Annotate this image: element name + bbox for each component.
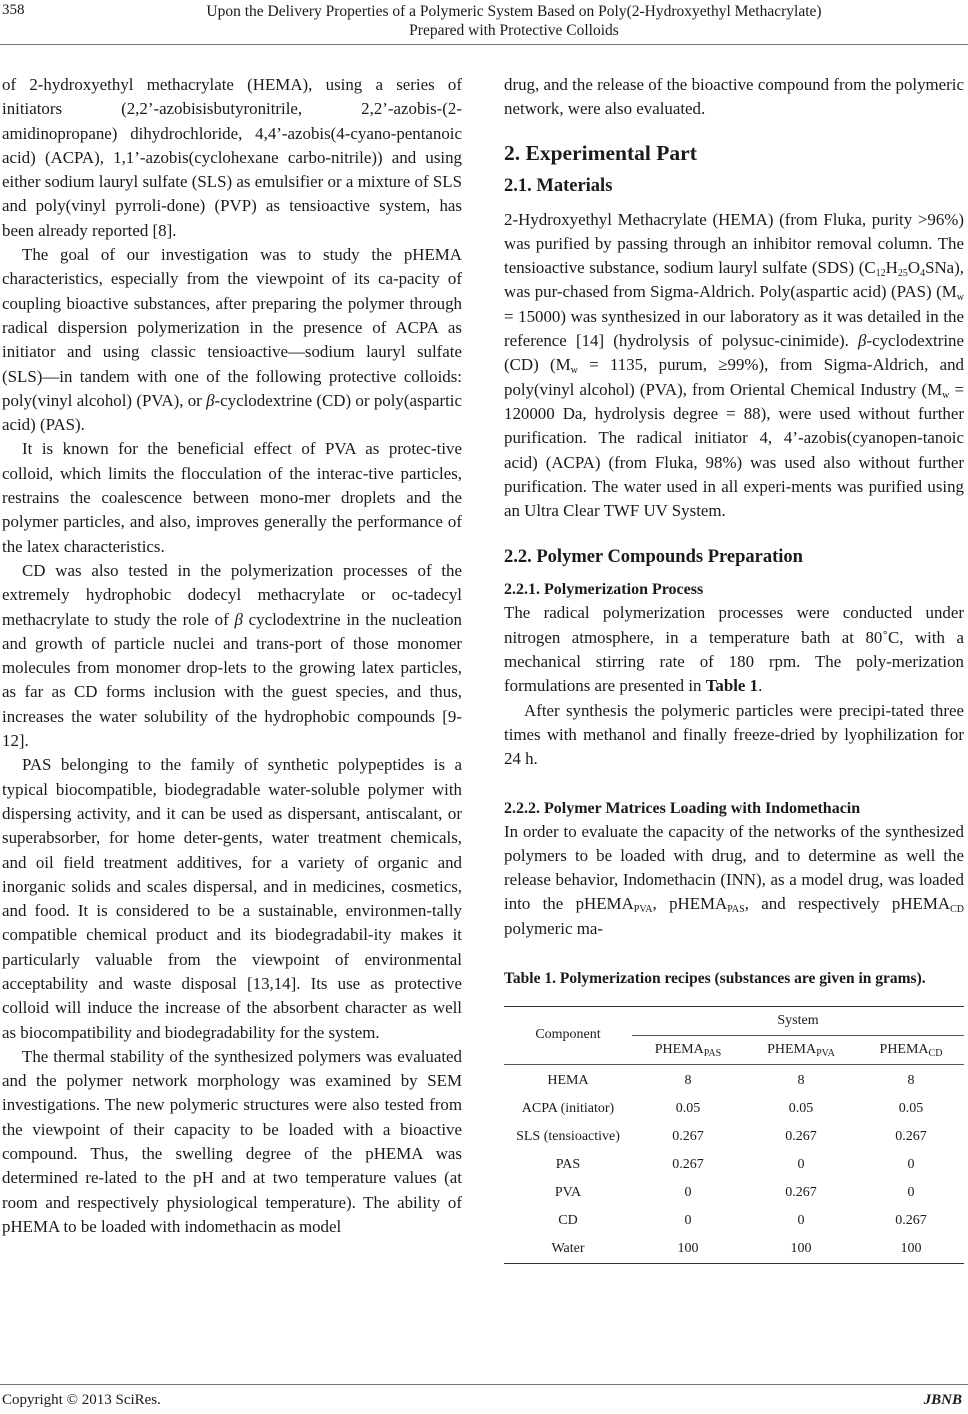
text-run: cyclodextrine in the nucleation and growth of particle nuclei and trans-port of those monomer molecules from monomer drop-lets to the growing latex particles, as far as CD forms inclusion with the guest species, and thus, increases the water solubility of the hydrophobic compounds [9-12]. [2, 609, 462, 751]
text-run: polymeric ma- [504, 918, 603, 938]
table-reference: Table 1 [705, 676, 759, 696]
text-run: PHEMA [879, 1041, 929, 1057]
header-divider [0, 44, 968, 45]
text-run: , pHEMA [652, 894, 728, 914]
subscript: PVA [816, 1047, 835, 1059]
subsubsection-title-loading: 2.2.2. Polymer Matrices Loading with Indomethacin [504, 799, 861, 817]
subsection-title-materials: 2.1. Materials [504, 175, 613, 196]
row-label: Water [504, 1235, 632, 1264]
row-label: SLS (tensioactive) [516, 1128, 620, 1144]
table-cell: 0 [907, 1156, 915, 1172]
table-cell: 0.05 [788, 1100, 814, 1116]
subscript: PAS [703, 1047, 722, 1059]
footer-copyright: Copyright © 2013 SciRes. [2, 1392, 161, 1408]
beta-symbol: β [858, 331, 867, 351]
column-header-system: System [632, 1007, 964, 1036]
text-run: H [885, 258, 898, 278]
table-cell: 8 [907, 1072, 915, 1088]
right-column [504, 73, 964, 1264]
paragraph: of 2-hydroxyethyl methacrylate (HEMA), using a series of initiators (2,2’-azobisisbutyronitrile, 2,2’-azobis-(2-amidinopropane) dihydrochloride, 4,4’-azobis(4-cyano-pentanoic acid) (ACPA), 1,1’-azobis(cyclohexane carbo-nitrile)) and using either sodium lauryl sulfate (SLS) as emulsifier or a mixture of SLS and poly(vinyl pyrroli-done) (PVP) as tensioactive system, has been already reported [8]. [2, 75, 462, 240]
table-cell: 0.267 [672, 1156, 704, 1172]
column-header-phema-cd [858, 1036, 964, 1065]
paragraph-thermal: The thermal stability of the synthesized polymers was evaluated and the polymer network morphology was examined by SEM investigations. The new polymeric structures were also tested from the viewpoint of their capacity to be loaded with a bioactive compound. Thus, the swelling degree of the pHEMA was determined re-lated to the pH and at two temperature values (at room and respectively physiological temperature). The ability of pHEMA to be loaded with indomethacin as model [2, 1046, 462, 1236]
text-run: -cyclodextrine (CD) (M [504, 331, 964, 375]
left-column [2, 73, 462, 1239]
subscript: w [570, 365, 578, 377]
text-run: = 15000) was synthesized in our laboratory as it was detailed in the reference [14] (hydrolysis of polysuc-cinimide). [504, 306, 964, 351]
table-cell: 0.05 [898, 1100, 924, 1116]
table-cell: 8 [797, 1072, 805, 1088]
subscript: w [956, 292, 964, 304]
subscript: 4 [920, 268, 926, 280]
subscript: CD [928, 1047, 943, 1059]
beta-symbol: β [206, 390, 215, 410]
table-row [504, 1123, 964, 1151]
subscript: PAS [727, 904, 745, 916]
paragraph-pas: PAS belonging to the family of synthetic polypeptides is a typical biocompatible, biodegradable water-soluble polymer with dispersing activity, and it can be used as dispersant, antiscalant, or superabsorber, for home deter-gents, water treatment chemicals, and oil field treatment additives, for a variety of organic and inorganic solids and scales dispersal, and in medicines, cosmetics, and food. It is considered to be a sustainable, environmen-tally compatible chemical product and its biodegradabil-ity makes it particularly valuable from the viewpoint of environmental acceptability and waste disposal [13,14]. Its use as protective colloid will induce the increase of the absorbent character as well as biocompatibility and biodegradability for the system. [2, 755, 462, 1042]
footer-divider [0, 1384, 968, 1385]
section-title: 2. Experimental Part [504, 140, 697, 165]
table-cell: 0.267 [895, 1128, 927, 1144]
subscript: 12 [875, 268, 886, 280]
table-cell: 0 [684, 1184, 692, 1200]
table-cell: 0.267 [785, 1184, 817, 1200]
subsection-title-preparation: 2.2. Polymer Compounds Preparation [504, 547, 803, 568]
table-cell: 8 [684, 1072, 692, 1088]
running-header-line-1: Upon the Delivery Properties of a Polymeric System Based on Poly(2-Hydroxyethyl Methacrylate) [206, 3, 822, 20]
paragraph-process [504, 601, 964, 698]
row-label: PVA [554, 1184, 582, 1200]
table-row [504, 1235, 964, 1264]
text-run: In order to evaluate the capacity of the networks of the synthesized polymers to be loaded with drug, and to determine as well the release behavior, Indomethacin (INN), as a model drug, was loaded into the pHEMA [504, 821, 964, 914]
text-run: The goal of our investigation was to study the pHEMA characteristics, especially from the viewpoint of its ca-pacity of coupling bioactive substances, after preparing the polymer through radical dispersion polymerization in the presence of ACPA as initiator and using classic tensioactive—sodium lauryl sulfate (SLS)—in tandem with one of the following protective colloids: poly(vinyl alcohol) (PVA), or [2, 245, 462, 410]
subscript: 25 [897, 268, 908, 280]
row-label: PAS [555, 1156, 581, 1172]
table-cell: 0 [797, 1156, 805, 1172]
subscript: CD [950, 904, 965, 916]
subscript: PVA [633, 904, 653, 916]
table-cell: 100 [858, 1235, 964, 1264]
table-cell: 100 [632, 1235, 744, 1264]
recipes-table [504, 1006, 964, 1264]
table-row [504, 1151, 964, 1179]
paragraph-cd [2, 559, 462, 753]
table-cell: 0.05 [675, 1100, 701, 1116]
paragraph-loading [504, 820, 964, 941]
column-header-phema-pva [744, 1036, 858, 1065]
text-run: = 1135, purum, ≥99%), from Sigma-Aldrich, and poly(vinyl alcohol) (PVA), from Oriental Chemical Industry (M [504, 355, 964, 399]
paragraph: drug, and the release of the bioactive compound from the polymeric network, were also evaluated. [504, 75, 964, 119]
text-run: PHEMA [654, 1041, 704, 1057]
paragraph-goal [2, 243, 462, 437]
text-run: , and respectively pHEMA [744, 894, 951, 914]
table-row [504, 1207, 964, 1235]
paragraph-materials [504, 208, 964, 524]
text-run: 2-Hydroxyethyl Methacrylate (HEMA) (from Fluka, purity >96%) was purified by passing through an inhibitor removal column. The tensioactive substance, sodium lauryl sulfate (SDS) (C [504, 209, 964, 278]
table-cell: 0 [684, 1212, 692, 1228]
table-caption: Table 1. Polymerization recipes (substances are given in grams). [504, 970, 926, 988]
paragraph-pva: It is known for the beneficial effect of PVA as protec-tive colloid, which limits the flocculation of the interac-tive particles, restrains the coalescence between mono-mer droplets and the polymer particles, and also, improves generally the performance of the latex characteristics. [2, 439, 462, 556]
table-cell: 0.267 [785, 1128, 817, 1144]
table-row [504, 1065, 964, 1096]
subscript: w [942, 389, 950, 401]
page-number: 358 [2, 2, 25, 18]
beta-symbol: β [234, 609, 243, 629]
table-cell: 0 [797, 1212, 805, 1228]
column-header-phema-pas [632, 1036, 744, 1065]
table-row [504, 1179, 964, 1207]
column-header-component: Component [504, 1007, 632, 1065]
row-label: HEMA [547, 1072, 589, 1088]
text-run: The radical polymerization processes were conducted under nitrogen atmosphere, in a temperature bath at 80˚C, with a mechanical stirring rate of 180 rpm. The poly-merization formulations are presented in [504, 603, 964, 696]
subsubsection-title-process: 2.2.1. Polymerization Process [504, 581, 704, 599]
row-label: ACPA (initiator) [521, 1100, 615, 1116]
text-run: PHEMA [767, 1041, 817, 1057]
table-cell: 0.267 [895, 1212, 927, 1228]
text-run: . [758, 676, 763, 696]
text-run: CD was also tested in the polymerization processes of the extremely hydrophobic dodecyl methacrylate or oc-tadecyl methacrylate to study the role of [2, 560, 462, 629]
table-cell: 100 [744, 1235, 858, 1264]
text-run: = 120000 Da, hydrolysis degree = 88), were used without further purification. The radical initiator 4, 4’-azobis(cyanopen-tanoic acid) (ACPA) (from Fluka, 98%) was used also without further purification. The water used in all experi-ments was purified using an Ultra Clear TWF UV System. [504, 379, 964, 521]
text-run: -cyclodextrine (CD) or poly(aspartic acid) (PAS). [2, 390, 462, 435]
row-label: CD [558, 1212, 578, 1228]
text-run: O [907, 258, 921, 278]
table-row [504, 1095, 964, 1123]
footer-journal: JBNB [923, 1392, 962, 1408]
paragraph-after-synthesis: After synthesis the polymeric particles were precipi-tated three times with methanol and finally freeze-dried by lyophilization for 24 h. [504, 700, 964, 769]
running-header-line-2: Prepared with Protective Colloids [409, 22, 619, 39]
table-cell: 0 [907, 1184, 915, 1200]
running-header [60, 2, 968, 40]
table-cell: 0.267 [672, 1128, 704, 1144]
text-run: SNa), was pur-chased from Sigma-Aldrich. Poly(aspartic acid) (PAS) (M [504, 258, 964, 302]
